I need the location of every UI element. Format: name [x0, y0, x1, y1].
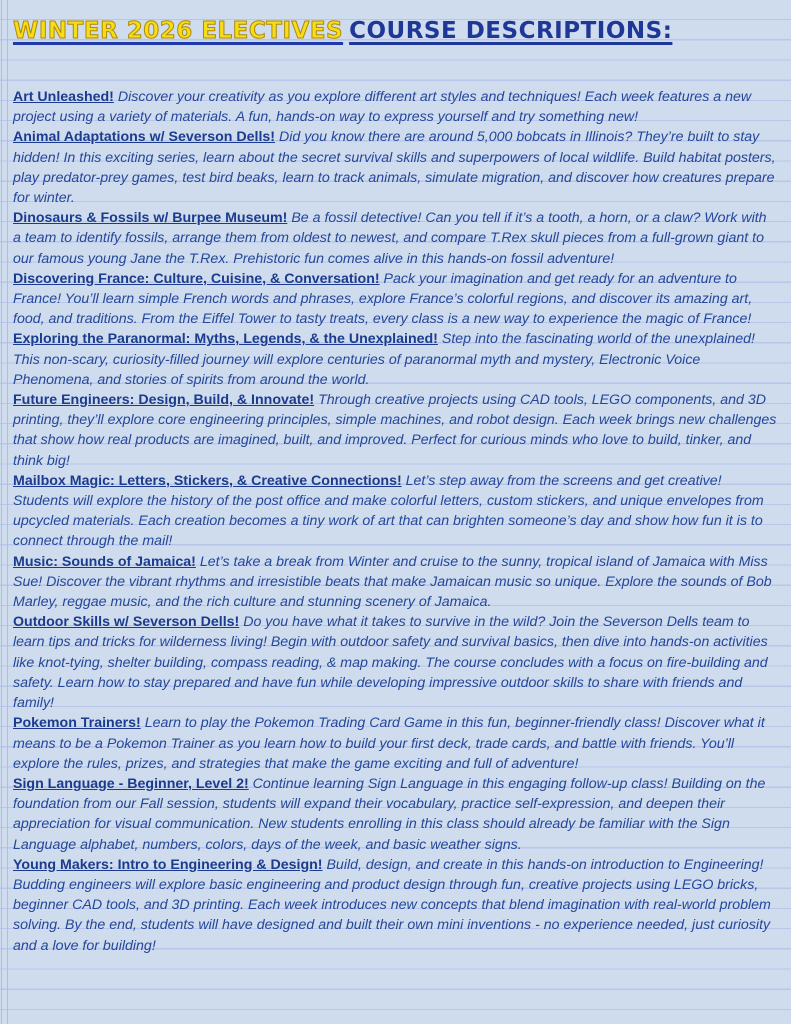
- course-description: Build, design, and create in this hands-on introduction to Engineering! Budding engineers will explore basic engineering and product design through fun, creative projects using LEGO bricks, beginner CAD tools, and 3D printing. Each week introduces new concepts that blend imagination with real-world problem solving. By the end, students will have designed and built their own mini inventions - no experience needed, just curiosity and a love for building!: [13, 856, 771, 954]
- course-name[interactable]: Dinosaurs & Fossils w/ Burpee Museum!: [13, 210, 288, 227]
- course-description: Let’s take a break from Winter and cruise to the sunny, tropical island of Jamaica with Miss Sue! Discover the vibrant rhythms and irresistible beats that make Jamaican music so unique. Explore the sounds of Bob Marley, reggae music, and the rich culture and stunning scenery of Jamaica.: [13, 553, 772, 611]
- course-name[interactable]: Animal Adaptations w/ Severson Dells!: [13, 129, 276, 146]
- course-description: Step into the fascinating world of the unexplained! This non-scary, curiosity-filled journey will explore centuries of paranormal myth and mystery, Electronic Voice Phenomena, and stories of spirits from around the world.: [13, 331, 755, 388]
- page-header: [13, 18, 783, 44]
- course-music-jamaica: [13, 552, 777, 613]
- course-name[interactable]: Mailbox Magic: Letters, Stickers, & Creative Connections!: [13, 472, 402, 489]
- course-name[interactable]: Sign Language - Beginner, Level 2!: [13, 775, 249, 792]
- course-pokemon-trainers: [13, 713, 777, 774]
- course-name[interactable]: Music: Sounds of Jamaica!: [13, 553, 196, 570]
- course-future-engineers: [13, 390, 777, 471]
- course-name[interactable]: Discovering France: Culture, Cuisine, & Conversation!: [13, 270, 380, 287]
- margin-line: [7, 0, 8, 1024]
- course-name[interactable]: Future Engineers: Design, Build, & Innovate!: [13, 392, 315, 409]
- course-description: Learn to play the Pokemon Trading Card Game in this fun, beginner-friendly class! Discover what it means to be a Pokemon Trainer as you learn how to build your first deck, trade cards, and battle with friends. You’ll explore the rules, prizes, and strategies that make the game exciting and full of adventure!: [13, 715, 765, 772]
- course-mailbox-magic: [13, 471, 777, 552]
- course-dinosaurs-fossils: [13, 208, 777, 269]
- course-list: [13, 87, 777, 956]
- course-description: Let’s step away from the screens and get creative! Students will explore the history of the post office and make colorful letters, custom stickers, and unique envelopes from upcycled materials. Each creation becomes a tiny work of art that can brighten someone’s day and show how fun it is to connect through the mail!: [13, 472, 764, 550]
- course-description: Pack your imagination and get ready for an adventure to France! You’ll learn simple French words and phrases, explore France’s colorful regions, and discover its amazing art, food, and traditions. From the Eiffel Tower to tasty treats, every class is a new way to experience the magic of France!: [13, 270, 753, 328]
- course-name[interactable]: Outdoor Skills w/ Severson Dells!: [13, 614, 240, 631]
- course-description: Through creative projects using CAD tools, LEGO components, and 3D printing, they’ll explore core engineering principles, simple machines, and robot design. Each week brings new challenges that show how real products are imagined, built, and improved. Perfect for curious minds who love to build, tinker, and think big!: [13, 392, 777, 469]
- course-discovering-france: [13, 269, 777, 330]
- course-name[interactable]: Exploring the Paranormal: Myths, Legends, & the Unexplained!: [13, 331, 438, 348]
- title-winter-electives: WINTER 2026 ELECTIVES: [13, 18, 344, 44]
- course-name[interactable]: Young Makers: Intro to Engineering & Design!: [13, 856, 323, 873]
- course-outdoor-skills: [13, 612, 777, 713]
- margin-line-left: [1, 0, 2, 1024]
- course-exploring-paranormal: [13, 329, 777, 390]
- course-description: Discover your creativity as you explore different art styles and techniques! Each week features a new project using a variety of materials. A fun, hands-on way to express yourself and try something new!: [13, 89, 752, 126]
- course-young-makers: [13, 855, 777, 956]
- course-name[interactable]: Art Unleashed!: [13, 89, 114, 105]
- course-description: Be a fossil detective! Can you tell if it’s a tooth, a horn, or a claw? Work with a team to identify fossils, arrange them from oldest to newest, and compare T.Rex skull pieces from a full-grown giant to our famous young Jane the T.Rex. Prehistoric fun comes alive in this hands-on fossil adventure!: [13, 210, 767, 267]
- course-description: Continue learning Sign Language in this engaging follow-up class! Building on the foundation from our Fall session, students will expand their vocabulary, practice self-expression, and deepen their appreciation for visual communication. New students enrolling in this class should already be familiar with the Sign Language alphabet, numbers, colors, days of the week, and basic weather signs.: [13, 775, 766, 853]
- course-art-unleashed: [13, 87, 777, 127]
- course-description: Did you know there are around 5,000 bobcats in Illinois? They’re built to stay hidden! In this exciting series, learn about the secret survival skills and superpowers of local wildlife. Build habitat posters, play predator-prey games, test bird beaks, learn to track animals, simulate migration, and discover how creatures prepare for winter.: [13, 129, 776, 207]
- course-description: Do you have what it takes to survive in the wild? Join the Severson Dells team to learn tips and tricks for wilderness living! Begin with outdoor safety and survival basics, then dive into hands-on activities like knot-tying, shelter building, compass reading, & map making. The course concludes with a focus on fire-building and safety. Learn how to stay prepared and have fun while developing impressive outdoor skills to share with friends and family!: [13, 614, 768, 712]
- course-name[interactable]: Pokemon Trainers!: [13, 715, 141, 732]
- title-course-descriptions: COURSE DESCRIPTIONS:: [349, 18, 673, 44]
- course-sign-language: [13, 774, 777, 855]
- course-animal-adaptations: [13, 127, 777, 208]
